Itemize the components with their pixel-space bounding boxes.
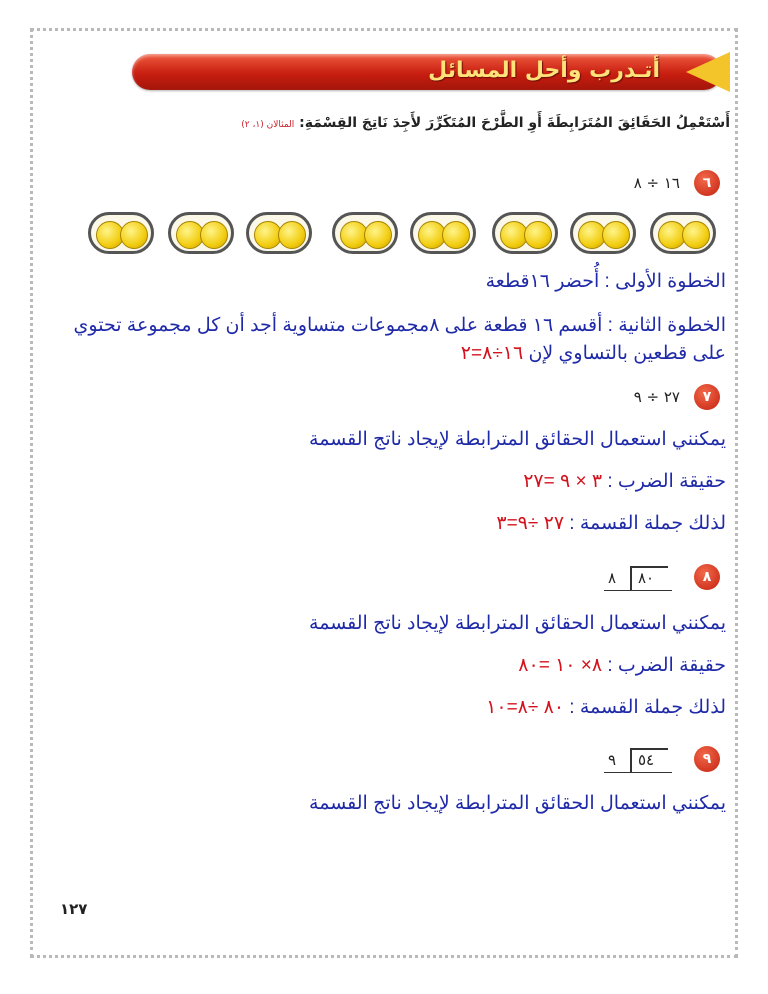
counter-group: [492, 212, 558, 254]
counter-chip: [442, 221, 470, 249]
counter-chip: [682, 221, 710, 249]
problem-6-step-1: الخطوة الأولى : أُحضر ١٦قطعة: [485, 271, 726, 292]
problem-9-line-1: يمكنني استعمال الحقائق المترابطة لإيجاد ناتج القسمة: [309, 793, 726, 814]
counter-group: [410, 212, 476, 254]
counter-group: [246, 212, 312, 254]
problem-9-long-division: [604, 748, 672, 773]
instruction-note: المثالان (١، ٢): [241, 120, 295, 130]
counter-chip: [120, 221, 148, 249]
section-title: أتـدرب وأحل المسائل: [428, 58, 660, 83]
counters-model: [88, 212, 720, 258]
counter-group: [570, 212, 636, 254]
counter-group: [88, 212, 154, 254]
counter-group: [650, 212, 716, 254]
problem-7-line-2-text: حقيقة الضرب :: [602, 471, 726, 492]
problem-7-division: ٢٧ ÷٩=٣: [496, 513, 565, 534]
division-bracket: [630, 748, 632, 772]
problem-6-step-2-cont: [461, 342, 726, 365]
problem-9-dividend: ٥٤: [638, 751, 655, 769]
section-banner: [132, 54, 722, 90]
problem-7-line-1: يمكنني استعمال الحقائق المترابطة لإيجاد ناتج القسمة: [309, 429, 726, 450]
page-number: ١٢٧: [60, 900, 88, 918]
counter-group: [168, 212, 234, 254]
problem-6-step-2-text: على قطعين بالتساوي لإن: [523, 343, 726, 364]
counter-chip: [278, 221, 306, 249]
banner-arrow-icon: [686, 52, 730, 92]
problem-6-expression: ١٦ ÷ ٨: [633, 174, 680, 192]
page-border: [30, 28, 738, 958]
division-bracket: [630, 566, 632, 590]
problem-number-7: ٧: [694, 384, 720, 410]
problem-number-6: ٦: [694, 170, 720, 196]
counter-group: [332, 212, 398, 254]
problem-8-line-3: [486, 696, 726, 719]
problem-8-line-2: [518, 654, 726, 677]
counter-chip: [200, 221, 228, 249]
instruction-text: أَسْتَعْمِلُ الحَقَائِقَ المُتَرَابِطَةَ أَوِ الطَّرْحَ المُتَكَرِّرَ لأَجِدَ نَاتِجَ القِسْمَةِ:: [299, 115, 730, 131]
problem-7-expression: ٢٧ ÷ ٩: [633, 388, 680, 406]
problem-7-multiplication: ٣ × ٩ =٢٧: [523, 471, 603, 492]
problem-number-9: ٩: [694, 746, 720, 772]
problem-8-multiplication: ٨× ١٠ =٨٠: [518, 655, 603, 676]
problem-8-division: ٨٠ ÷٨=١٠: [486, 697, 565, 718]
counter-chip: [364, 221, 392, 249]
problem-8-dividend: ٨٠: [638, 569, 655, 587]
instruction: [70, 115, 730, 131]
problem-6-step-2: الخطوة الثانية : أقسم ١٦ قطعة على ٨مجموعات متساوية أجد أن كل مجموعة تحتوي: [73, 315, 726, 336]
problem-8-divisor: ٨: [608, 569, 617, 587]
problem-8-line-3-text: لذلك جملة القسمة :: [564, 697, 726, 718]
problem-7-line-3: [496, 512, 726, 535]
problem-7-line-3-text: لذلك جملة القسمة :: [564, 513, 726, 534]
problem-6-answer: ١٦÷٨=٢: [460, 343, 524, 364]
problem-8-long-division: [604, 566, 672, 591]
problem-8-line-1: يمكنني استعمال الحقائق المترابطة لإيجاد ناتج القسمة: [309, 613, 726, 634]
problem-8-line-2-text: حقيقة الضرب :: [602, 655, 726, 676]
problem-9-divisor: ٩: [608, 751, 617, 769]
counter-chip: [524, 221, 552, 249]
problem-7-line-2: [523, 470, 726, 493]
problem-number-8: ٨: [694, 564, 720, 590]
counter-chip: [602, 221, 630, 249]
